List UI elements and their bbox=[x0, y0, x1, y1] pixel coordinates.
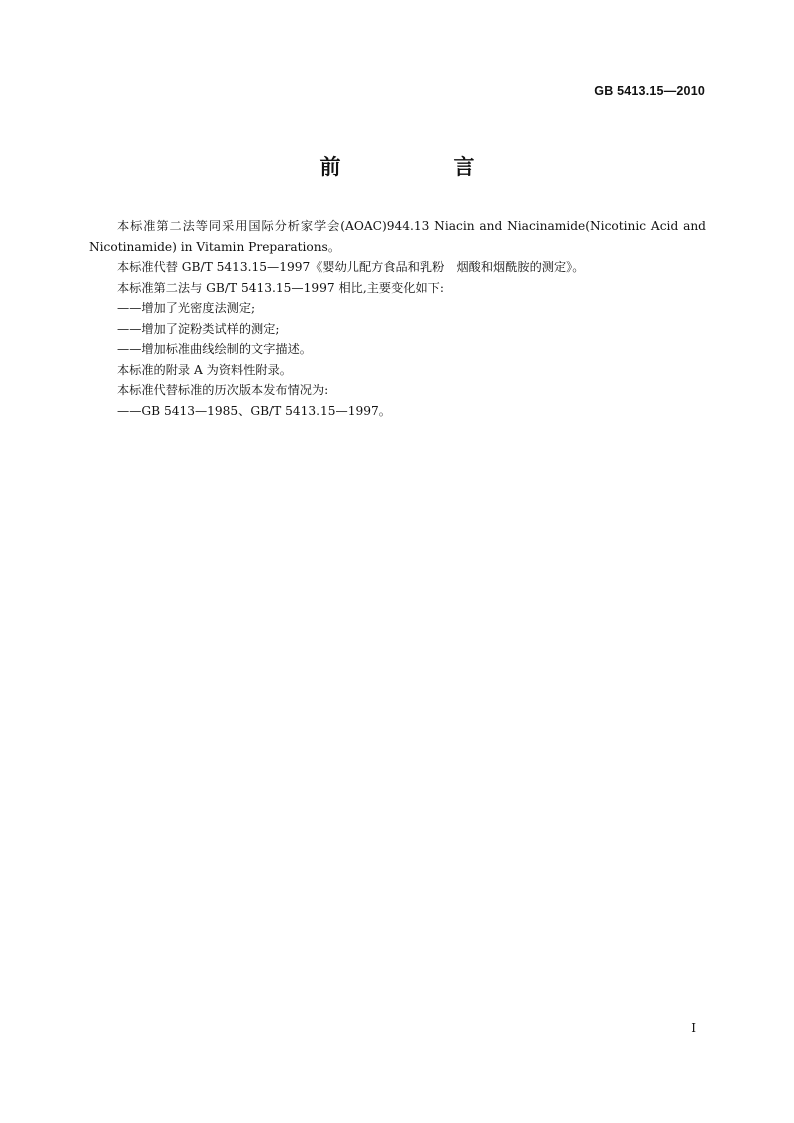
page-title: 前 言 bbox=[319, 155, 521, 179]
change-item: ——增加了淀粉类试样的测定; bbox=[117, 321, 280, 336]
preface-body bbox=[89, 216, 706, 421]
history-item: ——GB 5413—1985、GB/T 5413.15—1997。 bbox=[117, 403, 391, 418]
change-item: ——增加了光密度法测定; bbox=[117, 301, 256, 315]
paragraph-replaces: 本标准代替 GB/T 5413.15—1997《婴幼儿配方食品和乳粉 烟酸和烟酰胺的测定》。 bbox=[117, 260, 585, 274]
paragraph-history-intro: 本标准代替标准的历次版本发布情况为: bbox=[117, 383, 329, 397]
paragraph-appendix: 本标准的附录 A 为资料性附录。 bbox=[117, 362, 292, 377]
standard-code: GB 5413.15—2010 bbox=[594, 84, 705, 98]
page-number: I bbox=[691, 1021, 696, 1035]
change-item: ——增加标准曲线绘制的文字描述。 bbox=[117, 342, 312, 356]
paragraph-changes-intro: 本标准第二法与 GB/T 5413.15—1997 相比,主要变化如下: bbox=[117, 280, 444, 295]
paragraph-adoption: 本标准第二法等同采用国际分析家学会(AOAC)944.13 Niacin and Niacinamide(Nicotinic Acid and Nicotinamide) in Vitamin Preparations。 bbox=[89, 219, 706, 254]
